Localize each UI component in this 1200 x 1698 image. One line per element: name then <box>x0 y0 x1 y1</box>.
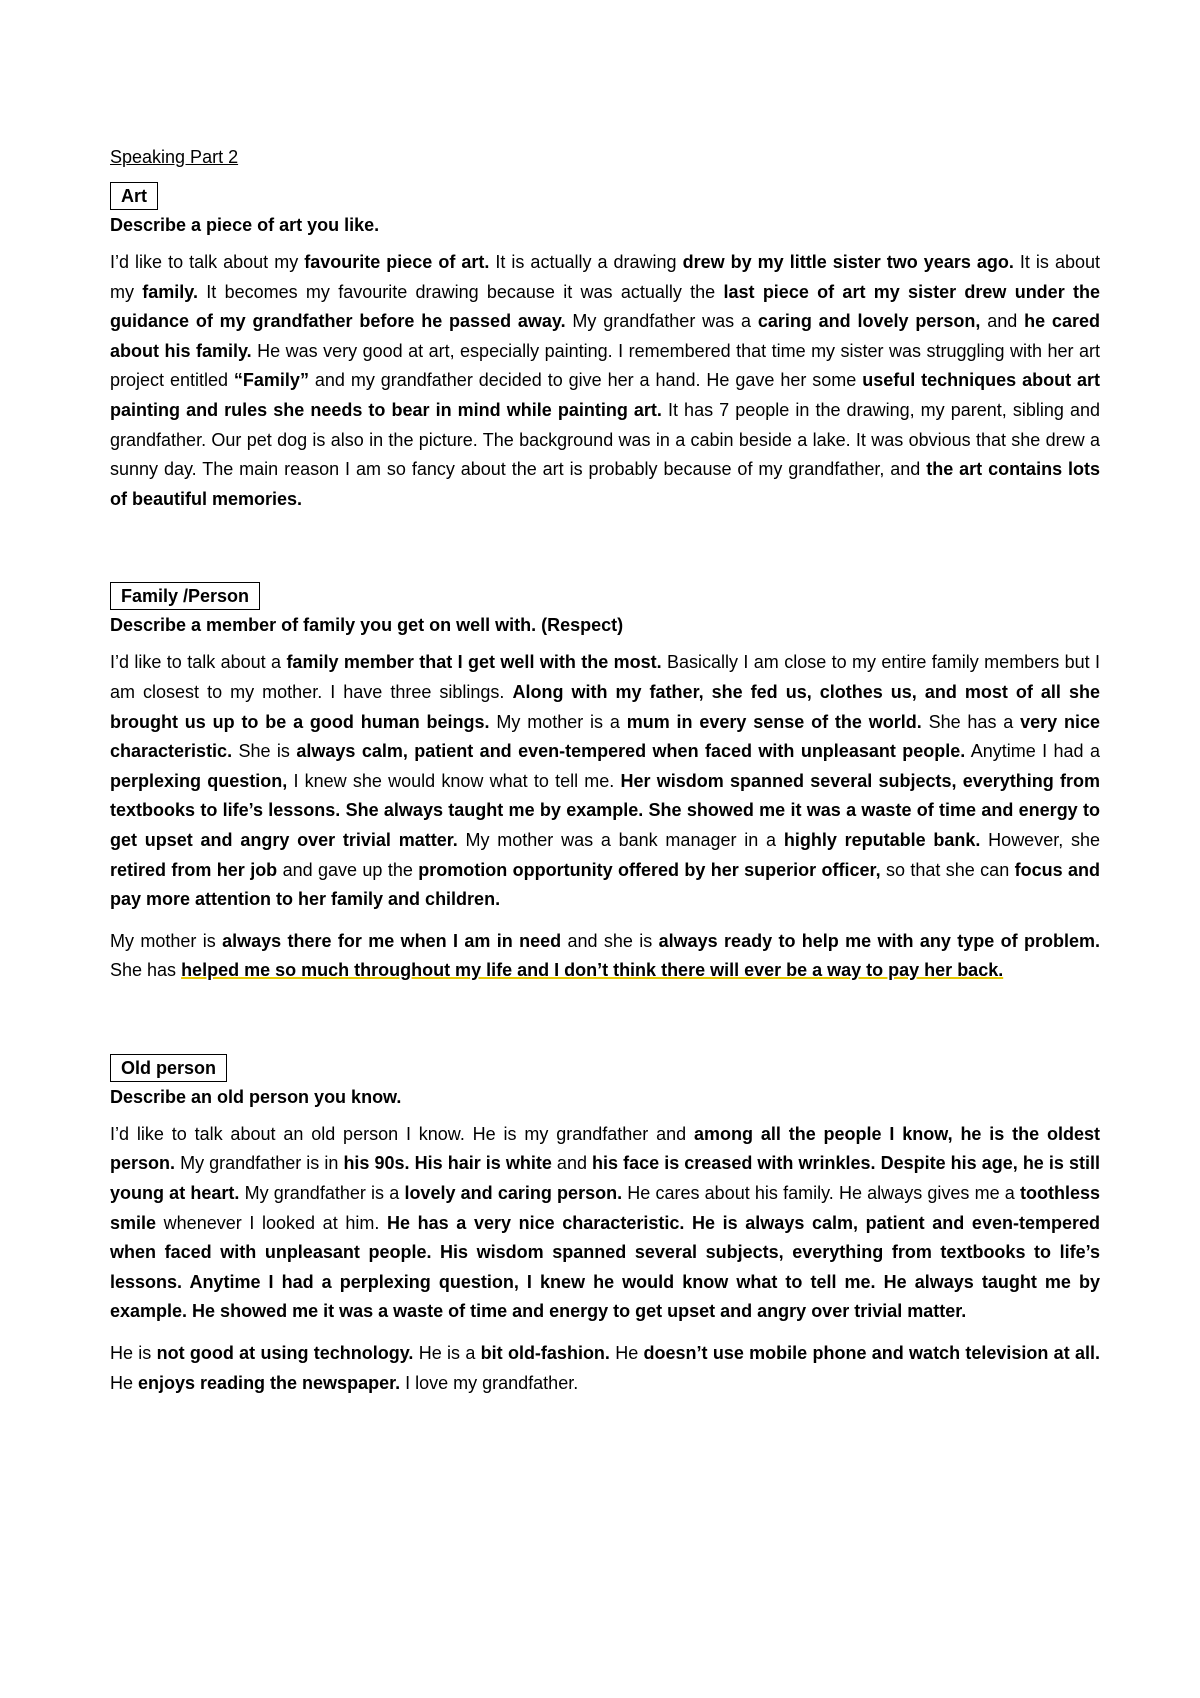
bold-text-run: drew by my little sister two years ago. <box>682 252 1014 272</box>
bold-text-run: “Family” <box>233 370 309 391</box>
bold-text-run: Her wisdom spanned several subjects, everything from textbooks to life’s lessons. She always taught me by example. She showed me it was a waste of time and energy to get upset and angry over trivial matter. <box>110 770 1100 850</box>
bold-text-run: toothless smile <box>110 1183 1101 1233</box>
bold-text-run: caring and lovely person, <box>757 311 981 332</box>
text-run: He <box>609 1343 644 1364</box>
bold-text-run: last piece of art my sister drew under the guidance of my grandfather before he passed away. <box>110 281 1100 332</box>
section-art <box>110 182 1100 514</box>
bold-text-run: mum in every sense of the world. <box>626 711 922 732</box>
text-run: He is a <box>413 1343 481 1364</box>
bold-text-run: always there for me when I am in need <box>222 930 562 951</box>
bold-text-run: bit old-fashion. <box>480 1343 610 1364</box>
bold-text-run: family. <box>142 281 198 302</box>
text-run: I’d like to talk about a <box>110 652 287 673</box>
text-run: She has <box>110 960 182 981</box>
text-run: Basically I am close to my entire family members but I am closest to my mother. I have three siblings. <box>110 652 1101 702</box>
section-question: Describe a member of family you get on well with. (Respect) <box>110 615 624 636</box>
bold-text-run: the art contains lots of beautiful memories. <box>110 459 1100 509</box>
text-run: and <box>980 311 1025 332</box>
text-run: so that she can <box>880 859 1015 880</box>
text-run: I’d like to talk about my <box>110 252 305 272</box>
bold-text-run: doesn’t use mobile phone and watch television at all. <box>643 1343 1101 1364</box>
bold-text-run: favourite piece of art. <box>304 252 490 272</box>
document-page <box>110 146 1100 1410</box>
text-run: He <box>110 1372 139 1393</box>
bold-text-run: useful techniques about art painting and rules she needs to bear in mind while painting art. <box>110 370 1100 420</box>
text-run: She has a <box>921 711 1021 732</box>
text-run: I knew she would know what to tell me. <box>287 770 621 791</box>
text-run: It becomes my favourite drawing because it was actually the <box>197 281 724 302</box>
section-label-box: Art <box>110 182 158 210</box>
bold-text-run: lovely and caring person. <box>404 1183 623 1204</box>
document-heading: Speaking Part 2 <box>110 147 239 167</box>
text-run: However, she <box>980 829 1101 850</box>
bold-text-run: always ready to help me with any type of problem. <box>658 930 1101 951</box>
text-run: He was very good at art, especially painting. I remembered that time my sister was struggling with her art project entitled <box>110 340 1101 391</box>
text-run: My grandfather is a <box>239 1183 405 1204</box>
text-run: whenever I looked at him. <box>156 1212 387 1233</box>
section-family-person <box>110 582 1100 986</box>
answer-paragraph <box>110 648 1100 914</box>
section-question: Describe a piece of art you like. <box>110 215 380 235</box>
text-run: Anytime I had a <box>965 741 1100 762</box>
bold-text-run: perplexing question, <box>110 770 288 791</box>
answer-paragraph <box>110 248 1100 514</box>
bold-text-run: focus and pay more attention to her family and children. <box>110 859 1100 910</box>
answer-paragraph <box>110 1339 1100 1398</box>
text-run: My mother was a bank manager in a <box>457 829 784 850</box>
answer-paragraph <box>110 927 1100 986</box>
text-run: and gave up the <box>277 859 419 880</box>
text-run: My grandfather is in <box>175 1153 344 1174</box>
bold-text-run: retired from her job <box>110 859 278 880</box>
text-run: and my grandfather decided to give her a hand. He gave her some <box>308 370 863 391</box>
text-run: He cares about his family. He always gives me a <box>622 1183 1020 1204</box>
section-question: Describe an old person you know. <box>110 1086 402 1107</box>
bold-text-run: enjoys reading the newspaper. <box>138 1372 401 1393</box>
bold-text-run: he cared about his family. <box>110 311 1100 361</box>
bold-text-run: his face is creased with wrinkles. Despite his age, he is still young at heart. <box>110 1153 1100 1204</box>
section-label-box: Old person <box>110 1054 227 1082</box>
bold-text-run: promotion opportunity offered by her superior officer, <box>418 859 881 880</box>
text-run: and <box>551 1153 593 1174</box>
bold-text-run: highly reputable bank. <box>783 829 981 850</box>
bold-text-run: among all the people I know, he is the oldest person. <box>110 1123 1101 1174</box>
text-run: My grandfather was a <box>565 311 758 332</box>
bold-text-run: He has a very nice characteristic. He is always calm, patient and even-tempered when faced with unpleasant people. His wisdom spanned several subjects, everything from textbooks to life’s lessons. Anytime I had a perplexing question, I knew he would know what to tell me. He always taught me by example. He showed me it was a waste of time and energy to get upset and angry over trivial matter. <box>110 1212 1100 1322</box>
bold-text-run: family member that I get well with the most. <box>286 652 662 673</box>
text-run: I love my grandfather. <box>400 1372 579 1393</box>
bold-text-run: his 90s. His hair is white <box>343 1153 552 1174</box>
answer-paragraph <box>110 1120 1100 1327</box>
text-run: It is actually a drawing <box>489 252 683 272</box>
bold-text-run: not good at using technology. <box>156 1343 414 1364</box>
text-run: My mother is <box>110 930 223 951</box>
text-run: and she is <box>561 930 659 951</box>
highlighted-text-run: helped me so much throughout my life and I don’t think there will ever be a way to pay her back. <box>181 960 1004 981</box>
section-label-box: Family /Person <box>110 582 260 610</box>
text-run: It has 7 people in the drawing, my parent, sibling and grandfather. Our pet dog is also in the picture. The background was in a cabin beside a lake. It was obvious that she drew a sunny day. The main reason I am so fancy about the art is probably because of my grandfather, and <box>110 399 1100 480</box>
text-run: She is <box>232 741 297 762</box>
text-run: He is <box>110 1343 157 1364</box>
text-run: I’d like to talk about an old person I know. He is my grandfather and <box>110 1123 694 1144</box>
section-old-person <box>110 1054 1100 1398</box>
text-run: It is about my <box>110 252 1100 302</box>
text-run: My mother is a <box>489 711 627 732</box>
bold-text-run: always calm, patient and even-tempered when faced with unpleasant people. <box>296 741 966 762</box>
bold-text-run: Along with my father, she fed us, clothes us, and most of all she brought us up to be a good human beings. <box>110 681 1100 732</box>
bold-text-run: very nice characteristic. <box>110 711 1100 762</box>
